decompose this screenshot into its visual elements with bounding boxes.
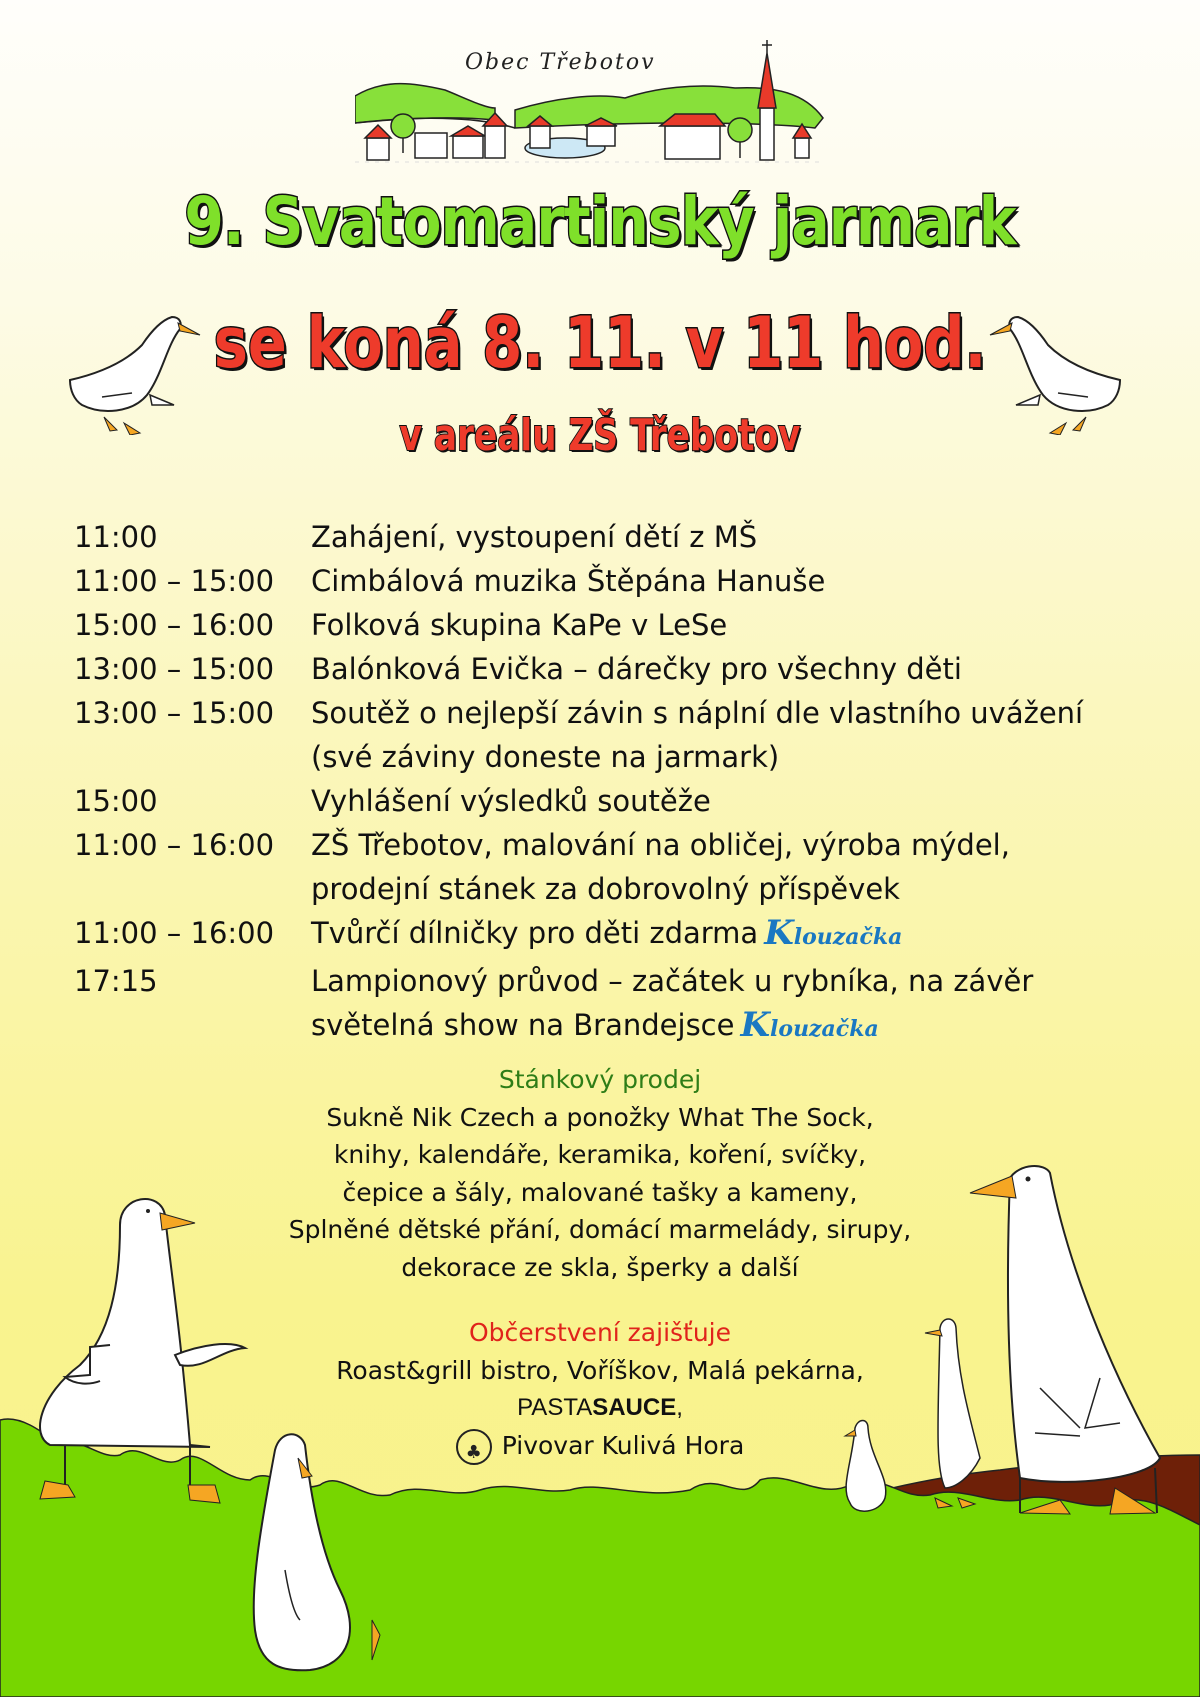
brewery-name: Pivovar Kulivá Hora — [501, 1430, 745, 1460]
schedule-desc-cont: světelná show na Brandejsce — [311, 1008, 735, 1042]
event-title: 9. Svatomartinský jarmark — [184, 183, 1016, 260]
schedule-desc-cont: (své záviny doneste na jarmark) — [311, 740, 780, 774]
schedule-desc: Zahájení, vystoupení dětí z MŠ — [311, 520, 758, 554]
schedule-row-cont — [74, 1003, 1154, 1051]
schedule-time: 15:00 – 16:00 — [74, 608, 275, 642]
village-logo — [355, 38, 825, 173]
stalls-line: dekorace ze skla, šperky a další — [401, 1252, 799, 1282]
schedule-desc: Cimbálová muzika Štěpána Hanuše — [311, 564, 826, 598]
schedule-desc: Folková skupina KaPe v LeSe — [311, 608, 728, 642]
schedule-desc: Balónková Evička – dárečky pro všechny děti — [311, 652, 962, 686]
pastasauce-logo: PASTASAUCE, — [517, 1394, 683, 1421]
schedule-time: 11:00 – 16:00 — [74, 828, 275, 862]
stalls-line: Sukně Nik Czech a ponožky What The Sock, — [326, 1102, 874, 1132]
schedule-time: 11:00 – 16:00 — [74, 916, 275, 950]
schedule-row — [74, 911, 1154, 959]
goose-family-icon — [830, 1158, 1200, 1528]
schedule-row — [74, 959, 1154, 1003]
schedule-time: 15:00 — [74, 784, 158, 818]
schedule-row — [74, 559, 1154, 603]
schedule-time: 13:00 – 15:00 — [74, 696, 275, 730]
schedule-row — [74, 823, 1154, 867]
goose-sitting-icon — [240, 1430, 420, 1680]
refreshments-heading: Občerstvení zajišťuje — [468, 1318, 732, 1347]
refreshments-line: Roast&grill bistro, Voříškov, Malá pekárna, — [336, 1355, 864, 1385]
schedule-row-cont — [74, 735, 1154, 779]
schedule-time: 13:00 – 15:00 — [74, 652, 275, 686]
schedule-time: 11:00 – 15:00 — [74, 564, 275, 598]
schedule-desc: Soutěž o nejlepší závin s náplní dle vlastního uvážení — [311, 696, 1084, 730]
schedule-time: 11:00 — [74, 520, 158, 554]
schedule-row — [74, 691, 1154, 735]
schedule-desc: Tvůrčí dílničky pro děti zdarma — [311, 916, 759, 950]
schedule — [74, 515, 1154, 1051]
logo-text: Obec Třebotov — [465, 50, 656, 75]
goose-standing-left-icon — [20, 1185, 270, 1525]
stalls-line: čepice a šály, malované tašky a kameny, — [342, 1177, 858, 1207]
event-venue: v areálu ZŠ Třebotov — [399, 410, 801, 461]
schedule-row-cont — [74, 867, 1154, 911]
schedule-desc-cont: prodejní stánek za dobrovolný příspěvek — [311, 872, 900, 906]
schedule-time: 17:15 — [74, 964, 158, 998]
schedule-desc: Vyhlášení výsledků soutěže — [311, 784, 711, 818]
stalls-line: knihy, kalendáře, keramika, koření, svíčky, — [333, 1140, 867, 1169]
schedule-row — [74, 779, 1154, 823]
stalls-line: Splněné dětské přání, domácí marmelády, sirupy, — [288, 1215, 912, 1244]
schedule-row — [74, 515, 1154, 559]
stalls-heading: Stánkový prodej — [498, 1065, 702, 1094]
schedule-row — [74, 603, 1154, 647]
schedule-desc: ZŠ Třebotov, malování na obličej, výroba mýdel, — [311, 828, 1010, 862]
event-date: se koná 8. 11. v 11 hod. — [213, 302, 987, 384]
schedule-row — [74, 647, 1154, 691]
klouzacka-logo: Klouzačka — [764, 913, 903, 953]
schedule-desc: Lampionový průvod – začátek u rybníka, na závěr — [311, 964, 1034, 998]
klouzacka-logo: Klouzačka — [740, 1005, 879, 1045]
